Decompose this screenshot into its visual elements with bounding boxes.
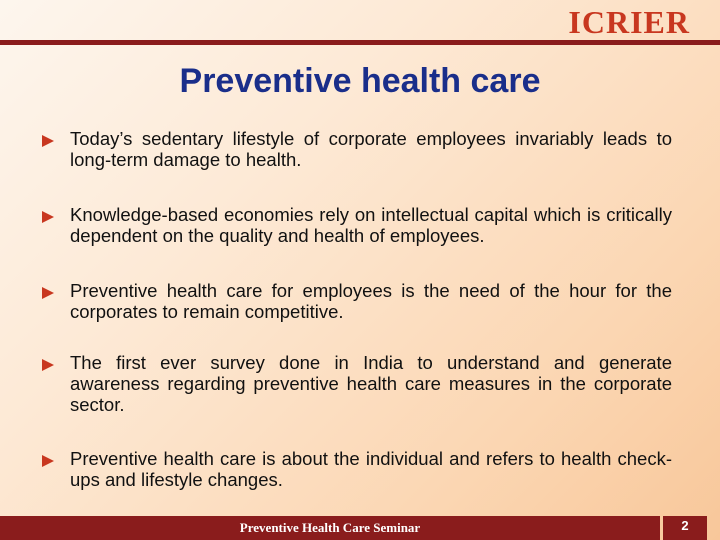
slide-title: Preventive health care (179, 62, 541, 100)
bullet-item (42, 448, 672, 490)
bullet-text: Today’s sedentary lifestyle of corporate employees invariably leads to long-term damage to health. (70, 128, 672, 170)
icrier-logo: ICRIER (568, 4, 690, 40)
bullet-text: Knowledge-based economies rely on intellectual capital which is critically dependent on the quality and health of employees. (70, 204, 672, 246)
bullet-item (42, 128, 672, 170)
bullet-item (42, 204, 672, 246)
triangle-bullet-icon (42, 211, 54, 223)
bullet-text: Preventive health care is about the individual and refers to health check-ups and lifestyle changes. (70, 448, 672, 490)
triangle-bullet-icon (42, 287, 54, 299)
footer-label: Preventive Health Care Seminar (239, 520, 421, 535)
triangle-bullet-icon (42, 455, 54, 467)
bullet-text: The first ever survey done in India to understand and generate awareness regarding preventive health care measures in the corporate sector. (70, 352, 672, 415)
bullet-item (42, 280, 672, 322)
triangle-bullet-icon (42, 135, 54, 147)
triangle-bullet-icon (42, 359, 54, 371)
page-number: 2 (681, 518, 689, 533)
bullet-item (42, 352, 672, 415)
bullet-text: Preventive health care for employees is the need of the hour for the corporates to remain competitive. (70, 280, 672, 322)
